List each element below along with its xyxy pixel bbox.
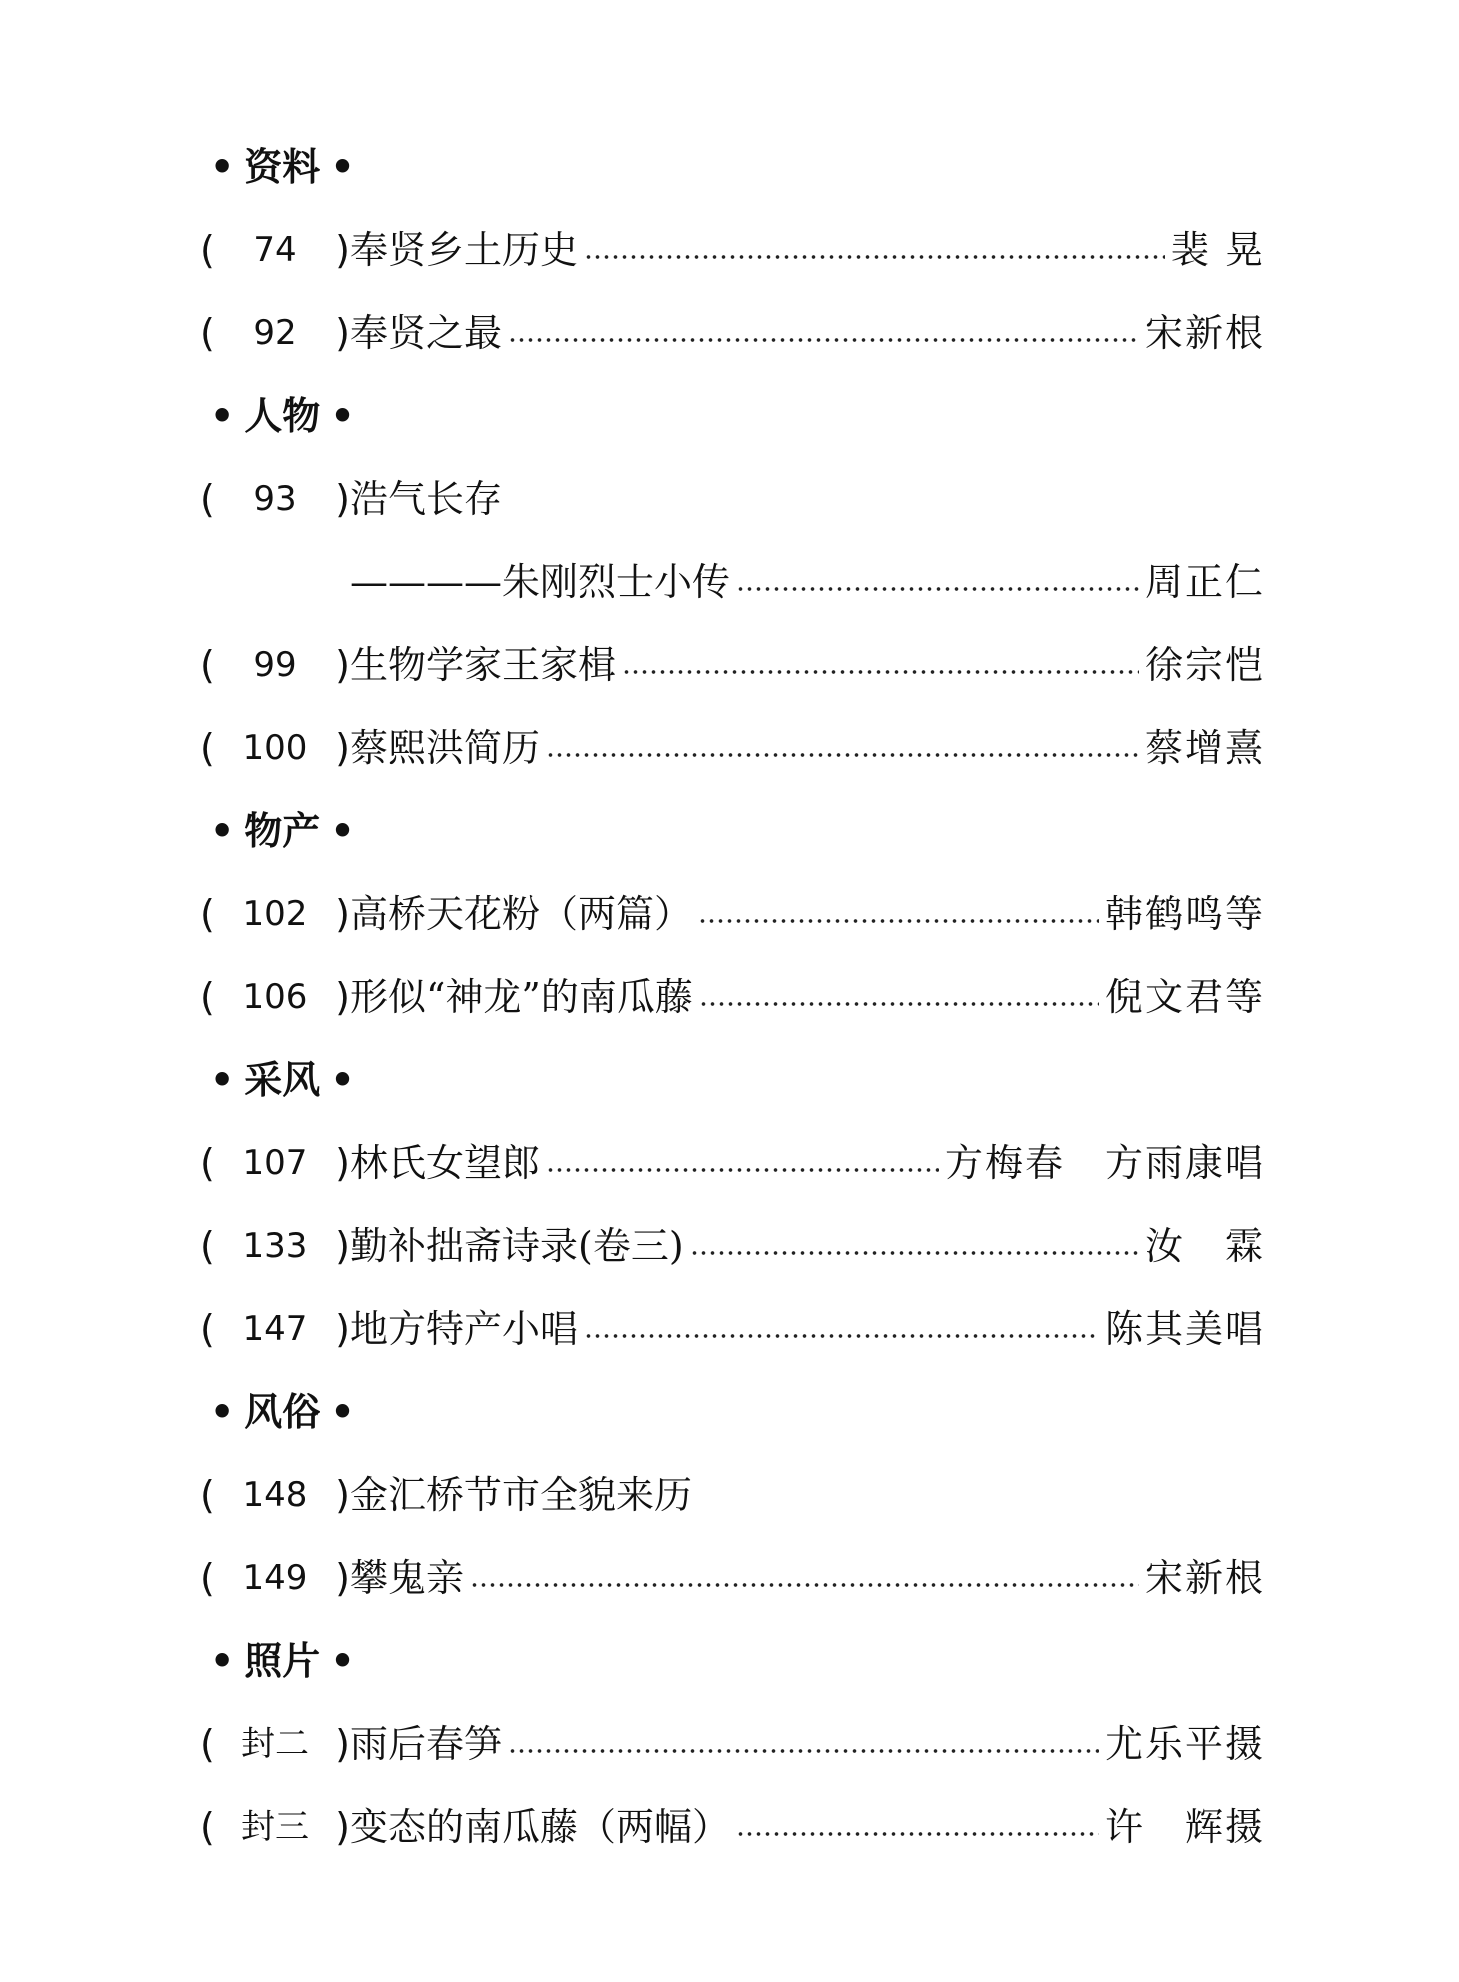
entry-title: 林氏女望郎 — [350, 1141, 541, 1185]
entry-author: 陈其美唱 — [1104, 1307, 1265, 1351]
page-number: ( 107 ) — [200, 1141, 350, 1185]
list-item — [200, 298, 1265, 368]
dot-leader — [546, 1167, 939, 1173]
entry-author: 宋新根 — [1144, 1556, 1265, 1600]
bullet: • — [330, 394, 355, 438]
entry-title: 高桥天花粉（两篇） — [350, 892, 693, 936]
entry-author: 裴 晃 — [1170, 228, 1265, 272]
section-heading — [200, 1377, 1265, 1447]
bullet: • — [330, 1639, 355, 1683]
entry-title: 生物学家王家楫 — [350, 643, 617, 687]
entry-title: 变态的南瓜藤（两幅） — [350, 1805, 731, 1849]
list-item — [200, 962, 1265, 1032]
bullet: • — [210, 1390, 235, 1434]
entry-author: 尤乐平摄 — [1104, 1722, 1265, 1766]
dot-leader — [584, 254, 1165, 260]
page-number: ( 147 ) — [200, 1307, 350, 1351]
entry-author: 许 辉摄 — [1104, 1805, 1265, 1849]
dot-leader — [699, 1001, 1099, 1007]
section-title: 采风 — [244, 1058, 321, 1102]
list-item — [200, 1128, 1265, 1198]
page-number: ( 封二 ) — [200, 1722, 350, 1766]
section-title: 物产 — [244, 809, 321, 853]
page-number: ( 106 ) — [200, 975, 350, 1019]
entry-author: 蔡增熹 — [1144, 726, 1265, 770]
entry-title: 地方特产小唱 — [350, 1307, 579, 1351]
page-number: ( 93 ) — [200, 477, 350, 521]
bullet: • — [330, 809, 355, 853]
page-number: ( 99 ) — [200, 643, 350, 687]
list-item — [200, 1211, 1265, 1281]
entry-title: 浩气长存 — [350, 477, 503, 521]
page-number: ( 102 ) — [200, 892, 350, 936]
section-title: 照片 — [244, 1639, 321, 1683]
bullet: • — [330, 1390, 355, 1434]
entry-author: 周正仁 — [1144, 560, 1265, 604]
entry-title: 金汇桥节市全貌来历 — [350, 1473, 693, 1517]
dot-leader — [698, 918, 1099, 924]
dot-leader — [470, 1582, 1139, 1588]
page-number: ( 149 ) — [200, 1556, 350, 1600]
bullet: • — [210, 1639, 235, 1683]
section-heading — [200, 381, 1265, 451]
bullet: • — [210, 1058, 235, 1102]
dot-leader — [584, 1333, 1099, 1339]
section-heading — [200, 1045, 1265, 1115]
entry-title: ————朱刚烈士小传 — [350, 560, 731, 604]
bullet: • — [210, 394, 235, 438]
bullet: • — [330, 1058, 355, 1102]
entry-title: 奉贤乡土历史 — [350, 228, 579, 272]
entry-title: 攀鬼亲 — [350, 1556, 465, 1600]
entry-author: 韩鹤鸣等 — [1104, 892, 1265, 936]
list-item — [200, 1543, 1265, 1613]
section-title: 人物 — [244, 394, 321, 438]
entry-title: 雨后春笋 — [350, 1722, 503, 1766]
bullet: • — [210, 145, 235, 189]
entry-title: 蔡熙洪简历 — [350, 726, 541, 770]
dot-leader — [546, 752, 1139, 758]
dot-leader — [508, 337, 1139, 343]
dot-leader — [690, 1250, 1139, 1256]
dot-leader — [736, 586, 1139, 592]
list-item — [200, 1792, 1265, 1862]
section-heading — [200, 1626, 1265, 1696]
page-number: ( 74 ) — [200, 228, 350, 272]
list-item — [200, 630, 1265, 700]
entry-title: 奉贤之最 — [350, 311, 503, 355]
list-item — [200, 1709, 1265, 1779]
page-number: ( 100 ) — [200, 726, 350, 770]
section-heading — [200, 796, 1265, 866]
list-item — [200, 464, 1265, 534]
list-item — [200, 713, 1265, 783]
section-title: 风俗 — [244, 1390, 321, 1434]
page-number: ( 148 ) — [200, 1473, 350, 1517]
entry-author: 倪文君等 — [1104, 975, 1265, 1019]
list-item — [200, 1294, 1265, 1364]
list-item-subtitle — [350, 547, 1265, 617]
list-item — [200, 215, 1265, 285]
entry-title: 形似“神龙”的南瓜藤 — [350, 975, 693, 1019]
entry-title: 勤补拙斋诗录(卷三) — [350, 1224, 684, 1268]
list-item — [200, 879, 1265, 949]
section-title: 资料 — [244, 145, 321, 189]
entry-author: 汝 霖 — [1144, 1224, 1265, 1268]
bullet: • — [210, 809, 235, 853]
entry-author: 宋新根 — [1144, 311, 1265, 355]
section-heading — [200, 132, 1265, 202]
page-number: ( 92 ) — [200, 311, 350, 355]
page-number: ( 封三 ) — [200, 1805, 350, 1849]
list-item — [200, 1460, 1265, 1530]
entry-author: 方梅春 方雨康唱 — [944, 1141, 1265, 1185]
bullet: • — [330, 145, 355, 189]
dot-leader — [622, 669, 1139, 675]
dot-leader — [736, 1831, 1099, 1837]
dot-leader — [508, 1748, 1099, 1754]
page-number: ( 133 ) — [200, 1224, 350, 1268]
entry-author: 徐宗恺 — [1144, 643, 1265, 687]
